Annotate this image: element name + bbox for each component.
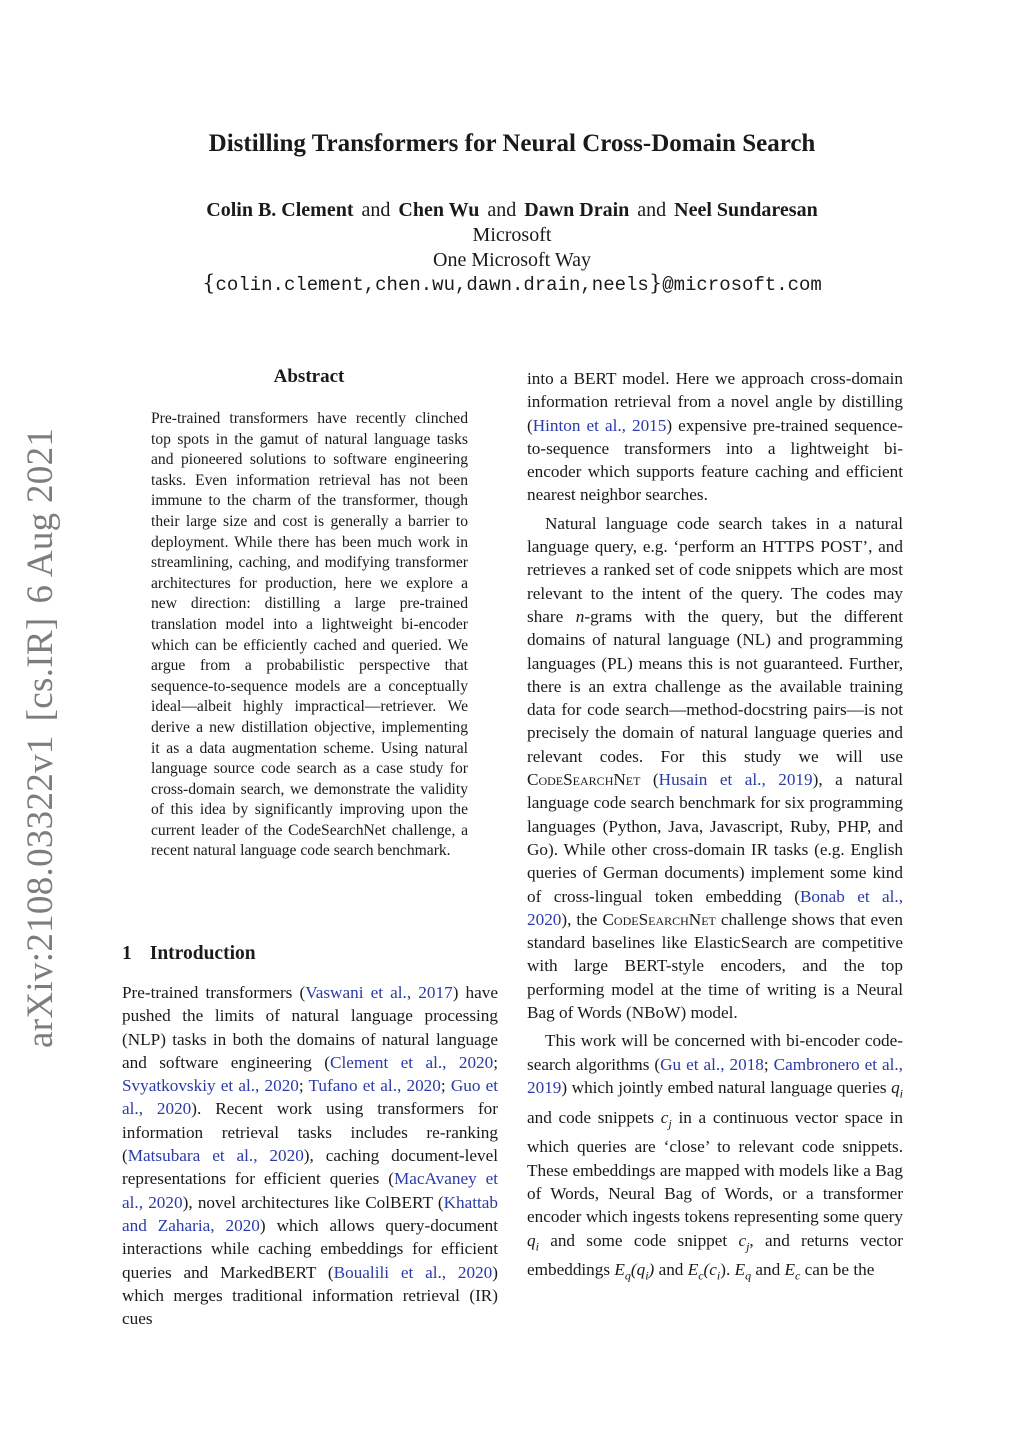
citation-link[interactable]: Svyatkovskiy et al., 2020 xyxy=(122,1076,299,1096)
text-run: ) which allows query-document interactions while caching embeddings for efficient queries and MarkedBERT ( xyxy=(122,1215,498,1282)
citation-link[interactable]: Bonab et al., 2020 xyxy=(527,886,903,929)
arxiv-side-stamp xyxy=(6,427,76,1048)
text-run: , and returns vector embeddings xyxy=(527,1230,903,1280)
math-var: c xyxy=(738,1230,747,1250)
paragraph xyxy=(122,981,498,1330)
citation-link[interactable]: Husain et al., 2019 xyxy=(658,770,813,790)
email-domain: @microsoft.com xyxy=(662,274,822,296)
math-sub: c xyxy=(795,1268,801,1283)
text-run: ( xyxy=(640,770,659,790)
citation-link[interactable]: Tufano et al., 2020 xyxy=(308,1076,441,1096)
math-var: E xyxy=(734,1260,746,1280)
citation-link[interactable]: Hinton et al., 2015 xyxy=(532,415,667,435)
text-run: in a continuous vector space in which queries are ‘close’ to relevant code snippets. These embeddings are mapped with models like a Bag of Words, Neural Bag of Words, or a transformer encoder which ingests tokens representing some query xyxy=(527,1107,903,1227)
math-var: E xyxy=(614,1260,625,1280)
math-sub: j xyxy=(668,1116,672,1131)
math-sub: q xyxy=(624,1268,631,1283)
text-run: ), caching document-level representations for efficient queries ( xyxy=(122,1146,498,1189)
text-run: ) have pushed the limits of natural language processing (NLP) tasks in both the domains of natural language and software engineering ( xyxy=(122,983,498,1072)
citation-link[interactable]: Clement et al., 2020 xyxy=(330,1052,494,1072)
section-number: 1 xyxy=(122,943,132,964)
arxiv-id: arXiv:2108.03322v1 xyxy=(20,735,61,1048)
address: One Microsoft Way xyxy=(433,249,591,271)
citation-link[interactable]: Gu et al., 2018 xyxy=(660,1054,764,1074)
author-separator: and xyxy=(487,199,517,221)
text-run: ) which jointly embed natural language queries xyxy=(561,1077,892,1097)
math-symbol xyxy=(784,1260,801,1283)
text-run: ; xyxy=(493,1052,499,1072)
dataset-name: CodeSearchNet xyxy=(527,770,641,790)
math-sub: q xyxy=(745,1268,752,1283)
math-var: ) xyxy=(648,1260,655,1280)
citation-link[interactable]: Khattab and Zaharia, 2020 xyxy=(122,1192,498,1235)
text-run: ), a natural language code search benchmark for six programming languages (Python, Java, Javascript, Ruby, PHP, and Go). While other cross-domain IR tasks (e.g. English queries of German documents) implement some kind of cross-lingual token embedding ( xyxy=(527,770,903,906)
math-var: E xyxy=(784,1260,796,1280)
author-name: Neel Sundaresan xyxy=(674,199,818,221)
paragraph xyxy=(527,367,903,507)
brace-open: { xyxy=(202,271,216,295)
right-column xyxy=(527,367,903,1293)
text-run: Pre-trained transformers ( xyxy=(122,983,306,1002)
author-emails xyxy=(0,271,1024,296)
arxiv-category: [cs.IR] xyxy=(20,617,61,722)
text-run: Natural language code search takes in a natural language query, e.g. ‘perform an HTTPS POST’, and retrieves a ranked set of code snippets which are most relevant to the intent of the query. The codes may share xyxy=(527,513,903,626)
text-run: into a BERT model. Here we approach cross-domain information retrieval from a novel angle by distilling ( xyxy=(527,369,903,435)
math-var: (q xyxy=(630,1260,646,1280)
math-symbol xyxy=(734,1260,752,1283)
math-var: E xyxy=(687,1260,699,1280)
math-var: q xyxy=(891,1077,900,1097)
paper-title: Distilling Transformers for Neural Cross-Domain Search xyxy=(208,130,816,157)
text-run: ), the xyxy=(561,909,603,929)
math-var: c xyxy=(660,1107,669,1127)
abstract-heading: Abstract xyxy=(273,366,345,387)
brace-close: } xyxy=(648,271,663,295)
math-symbol xyxy=(527,1230,539,1253)
author-name: Colin B. Clement xyxy=(206,199,354,221)
citation-link[interactable]: Boualili et al., 2020 xyxy=(333,1262,493,1282)
author-name: Chen Wu xyxy=(398,199,480,221)
text-run: This work will be concerned with bi-encoder code-search algorithms ( xyxy=(527,1031,903,1074)
math-symbol: n xyxy=(575,606,585,626)
math-sub: j xyxy=(746,1239,750,1253)
math-sub: c xyxy=(698,1268,704,1283)
text-run: ) which merges traditional information retrieval (IR) cues xyxy=(122,1262,498,1329)
section-heading xyxy=(122,943,256,965)
section-title: Introduction xyxy=(149,943,256,964)
math-symbol xyxy=(687,1260,721,1283)
text-run: ), novel architectures like ColBERT ( xyxy=(182,1192,444,1212)
author-separator: and xyxy=(361,199,391,221)
text-run: and xyxy=(654,1260,688,1280)
dataset-name: CodeSearchNet xyxy=(602,909,716,929)
left-column xyxy=(122,981,498,1330)
math-var: q xyxy=(527,1230,536,1250)
text-run: ; xyxy=(763,1054,774,1074)
author-separator: and xyxy=(637,199,667,221)
text-run: ). xyxy=(720,1260,735,1280)
citation-link[interactable]: Guo et al., 2020 xyxy=(122,1076,498,1119)
math-symbol xyxy=(891,1077,903,1101)
text-run: challenge shows that even standard baselines like ElasticSearch are competitive with large BERT-style encoders, and the top performing model at the time of writing is a Neural Bag of Words (NBoW) model. xyxy=(527,909,903,1023)
text-run: and some code snippet xyxy=(538,1230,739,1250)
math-symbol xyxy=(660,1107,672,1131)
math-sub: i xyxy=(645,1268,649,1283)
text-run: ; xyxy=(440,1076,451,1096)
text-run: ) expensive pre-trained sequence-to-sequence transformers into a lightweight bi-encoder which supports feature caching and efficient nearest neighbor searches. xyxy=(527,415,903,505)
affiliation: Microsoft xyxy=(472,224,552,246)
text-run: can be the xyxy=(800,1260,875,1280)
abstract-text: Pre-trained transformers have recently clinched top spots in the gamut of natural language tasks and pioneered solutions to software engineering tasks. Even information retrieval has not been immune to the charm of the transformer, though their large size and cost is generally a barrier to deployment. While there has been much work in streamlining, caching, and modifying transformer architectures for production, here we explore a new direction: distilling a large pre-trained translation model into a lightweight bi-encoder which can be efficiently cached and queried. We argue from a probabilistic perspective that sequence-to-sequence models are a conceptually ideal—albeit highly impractical—retriever. We derive a new distillation objective, implementing it as a data augmentation scheme. Using natural language source code search as a case study for cross-domain search, we demonstrate the validity of this idea by significantly improving upon the current leader of the CodeSearchNet challenge, a recent natural language code search benchmark. xyxy=(151,410,468,860)
math-symbol xyxy=(614,1260,655,1283)
text-run: -grams with the query, but the different domains of natural language (NL) and programming languages (PL) means this is not guaranteed. Further, there is an extra challenge as the available training data for code search—method-docstring pairs—is not precisely the domain of natural language queries and relevant codes. For this study we will use xyxy=(527,606,903,766)
citation-link[interactable]: Cambronero et al., 2019 xyxy=(527,1054,903,1097)
math-sub: i xyxy=(899,1086,903,1101)
math-sub: i xyxy=(535,1239,539,1253)
math-var: (c xyxy=(703,1260,717,1280)
citation-link[interactable]: MacAvaney et al., 2020 xyxy=(122,1169,498,1212)
arxiv-date: 6 Aug 2021 xyxy=(20,427,61,604)
math-symbol xyxy=(738,1230,750,1253)
paragraph xyxy=(527,1029,903,1288)
author-list xyxy=(0,198,1024,222)
author-name: Dawn Drain xyxy=(524,199,630,221)
text-run: ). Recent work using transformers for information retrieval tasks includes re-ranking ( xyxy=(122,1099,498,1166)
text-run: ; xyxy=(298,1076,309,1096)
math-sub: i xyxy=(716,1268,721,1283)
email-users: colin.clement,chen.wu,dawn.drain,neels xyxy=(215,274,649,296)
paragraph xyxy=(527,512,903,1025)
citation-link[interactable]: Matsubara et al., 2020 xyxy=(127,1146,304,1166)
text-run: and xyxy=(751,1260,785,1280)
citation-link[interactable]: Vaswani et al., 2017 xyxy=(305,983,453,1002)
text-run: and code snippets xyxy=(527,1107,661,1127)
